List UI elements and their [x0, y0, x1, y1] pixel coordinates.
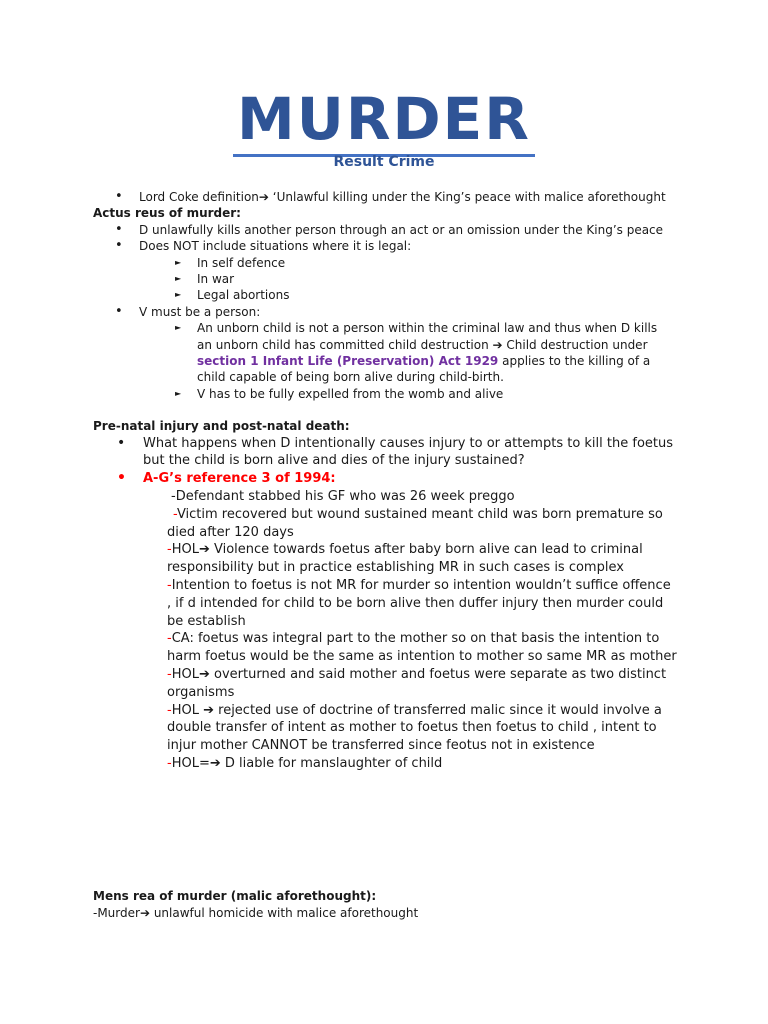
- actus-item: • Does NOT include situations where it is legal:: [93, 238, 678, 254]
- case-line: [93, 506, 677, 542]
- dash: -: [171, 489, 176, 505]
- legal-sub-item: ► In self defence: [93, 255, 678, 271]
- coke-text: ‘Unlawful killing under the King’s peace with malice aforethought: [268, 190, 666, 204]
- case-line-text: rejected use of doctrine of transferred malic since it would involve a double transfer of intent as mother to foetus then foetus to child , intent to injur mother CANNOT be transferred since feotus not in existence: [167, 702, 662, 754]
- dash: -: [167, 631, 172, 647]
- dash: -: [173, 506, 177, 522]
- mens-rea-heading: Mens rea of murder (malic aforethought):: [93, 889, 377, 903]
- mens-rea-lead: -Murder: [93, 906, 140, 920]
- arrow-icon: ➔: [203, 702, 214, 718]
- person-item: • V must be a person:: [93, 304, 678, 320]
- dash: -: [167, 542, 172, 558]
- case-line-text: Defendant stabbed his GF who was 26 week preggo: [175, 489, 515, 505]
- coke-definition-item: [93, 189, 678, 205]
- dash: -: [167, 702, 172, 718]
- legal-sub-item: ► Legal abortions: [93, 287, 678, 303]
- case-line: [93, 577, 677, 630]
- case-line-text: Intention to foetus is not MR for murder so intention wouldn’t suffice offence , if d intended for child to be born alive then duffer injury then murder could be establish: [167, 578, 671, 629]
- unborn-child-item: [93, 320, 673, 386]
- case-line-text: overturned and said mother and foetus were separate as two distinct organisms: [167, 667, 667, 700]
- statute-reference: section 1 Infant Life (Preservation) Act 1929: [197, 354, 499, 369]
- prenatal-heading: Pre-natal injury and post-natal death:: [93, 419, 350, 434]
- mens-rea-text: unlawful homicide with malice aforethought: [150, 906, 419, 920]
- arrow-icon: ➔: [209, 756, 221, 772]
- title-wrap: [0, 86, 768, 157]
- case-line-text: Violence towards foetus after baby born alive can lead to criminal responsibility but in practice establishing MR in such cases is complex: [167, 542, 643, 576]
- case-title: • A-G’s reference 3 of 1994:: [93, 470, 678, 488]
- case-line-lead: HOL=: [171, 756, 210, 772]
- case-line: [93, 666, 677, 702]
- arrow-icon: ➔: [492, 337, 503, 352]
- case-line: [93, 630, 677, 666]
- page-title: MURDER: [233, 86, 535, 157]
- case-line: [93, 488, 681, 506]
- arrow-icon: ➔: [139, 906, 151, 920]
- mens-rea-line: [93, 906, 418, 920]
- prenatal-question: • What happens when D intentionally causes injury to or attempts to kill the foetus but the child is born alive and dies of the injury sustained?: [93, 435, 673, 471]
- unborn-text-b: Child destruction under: [502, 337, 648, 352]
- coke-label: Lord Coke definition: [139, 190, 259, 204]
- case-line-lead: HOL: [171, 667, 199, 683]
- legal-sub-item: ► In war: [93, 271, 678, 287]
- page-subtitle: Result Crime: [333, 154, 435, 170]
- case-line-lead: HOL: [171, 542, 199, 558]
- case-line: [93, 755, 677, 773]
- dash: -: [167, 756, 172, 772]
- arrow-icon: ➔: [198, 542, 210, 558]
- dash: -: [167, 667, 172, 683]
- case-line: [93, 541, 677, 577]
- unborn-text-c: applies to the killing of a child capable of being born alive during child-birth.: [197, 354, 651, 385]
- document-body: [93, 189, 678, 773]
- case-line: [93, 702, 677, 755]
- actus-reus-heading: Actus reus of murder:: [93, 206, 241, 221]
- case-line-text: CA: foetus was integral part to the mother so on that basis the intention to harm foetus would be the same as intention to mother so same MR as mother: [167, 631, 677, 665]
- case-line-text: D liable for manslaughter of child: [220, 756, 443, 772]
- arrow-icon: ➔: [258, 190, 269, 204]
- case-line-text: Victim recovered but wound sustained meant child was born premature so died after 120 days: [167, 506, 663, 540]
- arrow-icon: ➔: [198, 667, 210, 683]
- dash: -: [167, 578, 172, 594]
- expelled-item: ► V has to be fully expelled from the womb and alive: [93, 386, 678, 402]
- case-line-lead: HOL: [171, 702, 204, 718]
- unborn-text-a: An unborn child is not a person within the criminal law and thus when D kills an unborn child has committed child destruction: [197, 321, 658, 352]
- actus-item: • D unlawfully kills another person through an act or an omission under the King’s peace: [93, 222, 678, 238]
